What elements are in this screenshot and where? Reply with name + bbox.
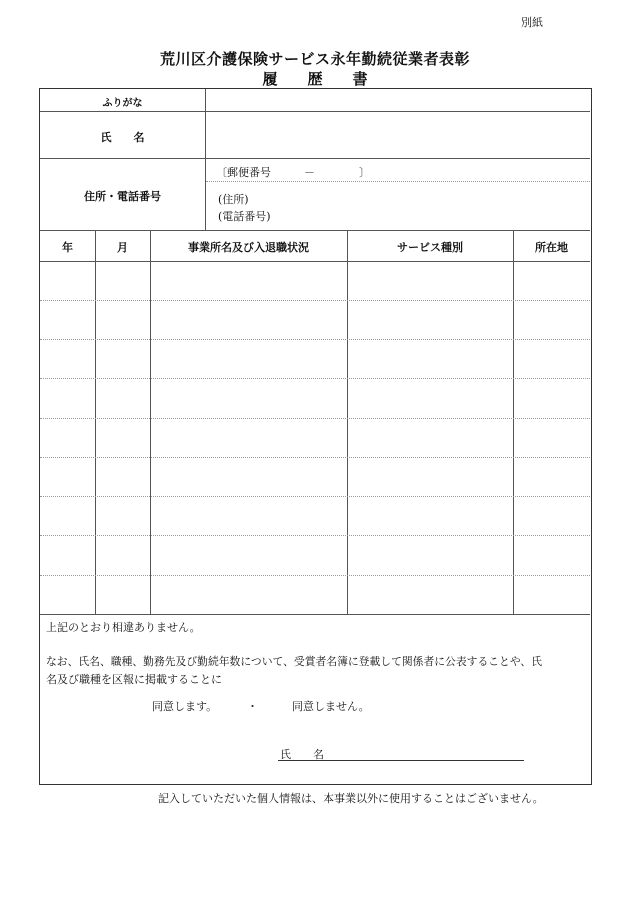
- history-header-divider: [40, 261, 590, 262]
- signature-label: 氏 名: [280, 748, 324, 761]
- agree-option: 同意します。: [152, 700, 218, 713]
- address-phone-label: 住所・電話番号: [84, 190, 161, 203]
- privacy-note: 記入していただいた個人情報は、本事業以外に使用することはございません。: [158, 792, 544, 805]
- address-field-label: (住所): [218, 193, 249, 206]
- signature-line: [278, 760, 524, 761]
- history-row-line: [40, 496, 590, 497]
- resume-form: [39, 88, 592, 785]
- history-row-line: [40, 575, 590, 576]
- postal-row-divider: [206, 181, 590, 182]
- history-table-bottom: [40, 614, 590, 615]
- history-row-line: [40, 418, 590, 419]
- history-row-line: [40, 457, 590, 458]
- postal-code-field: 〔郵便番号 － 〕: [216, 166, 370, 179]
- form-title: 荒川区介護保険サービス永年勤続従業者表彰: [159, 50, 470, 68]
- history-row-line: [40, 535, 590, 536]
- month-office-divider: [150, 230, 151, 614]
- column-header-location: 所在地: [535, 241, 568, 254]
- consent-text-line2: 名及び職種を区報に掲載することに: [46, 673, 222, 686]
- office-service-divider: [347, 230, 348, 614]
- name-row-divider: [40, 158, 590, 159]
- declaration-statement: 上記のとおり相違ありません。: [46, 621, 201, 634]
- form-subtitle: 履歴書: [262, 70, 398, 88]
- column-header-month: 月: [117, 241, 128, 254]
- column-header-year: 年: [62, 241, 73, 254]
- history-row-line: [40, 339, 590, 340]
- option-separator: ・: [247, 700, 258, 713]
- furigana-label: ふりがな: [102, 98, 143, 109]
- address-row-divider: [40, 230, 590, 231]
- label-column-divider: [205, 89, 206, 230]
- year-month-divider: [95, 230, 96, 614]
- phone-field-label: (電話番号): [218, 210, 271, 223]
- column-header-office: 事業所名及び入退職状況: [188, 241, 309, 254]
- furigana-row-divider: [40, 111, 590, 112]
- attachment-label: 別紙: [521, 16, 543, 29]
- name-label: 氏 名: [100, 131, 145, 144]
- consent-text-line1: なお、氏名、職種、勤務先及び勤続年数について、受賞者名簿に登載して関係者に公表することや、氏: [46, 655, 543, 668]
- history-row-line: [40, 300, 590, 301]
- history-row-line: [40, 378, 590, 379]
- disagree-option: 同意しません。: [292, 700, 370, 713]
- column-header-service-type: サービス種別: [397, 241, 463, 254]
- service-location-divider: [513, 230, 514, 614]
